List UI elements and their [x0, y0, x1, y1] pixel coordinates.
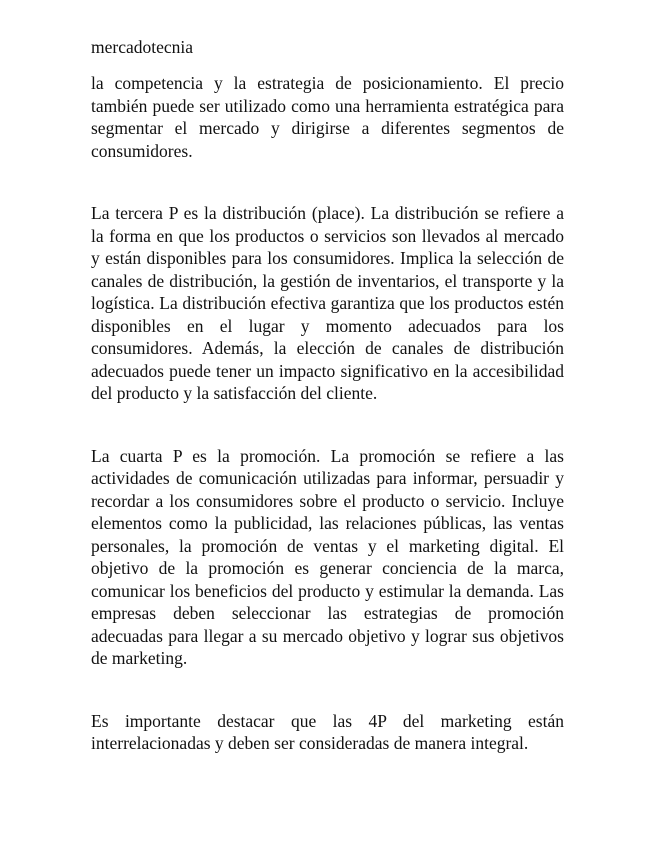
document-page — [91, 36, 564, 755]
paragraph-distribution: La tercera P es la distribución (place). La distribución se refiere a la forma en que los productos o servicios son llevados al mercado y están disponibles para los consumidores. Implica la selección de canales de distribución, la gestión de inventarios, el transporte y la logística. La distribución efectiva garantiza que los productos estén disponibles en el lugar y momento adecuados para los consumidores. Además, la elección de canales de distribución adecuados puede tener un impacto significativo en la accesibilidad del producto y la satisfacción del cliente. — [91, 203, 564, 403]
running-header: mercadotecnia — [91, 37, 194, 57]
paragraph-promotion: La cuarta P es la promoción. La promoción se refiere a las actividades de comunicación utilizadas para informar, persuadir y recordar a los consumidores sobre el producto o servicio. Incluye elementos como la publicidad, las relaciones públicas, las ventas personales, la promoción de ventas y el marketing digital. El objetivo de la promoción es generar conciencia de la marca, comunicar los beneficios del producto y estimular la demanda. Las empresas deben seleccionar las estrategias de promoción adecuadas para llegar a su mercado objetivo y lograr sus objetivos de marketing. — [91, 445, 564, 668]
paragraph-price-continuation: la competencia y la estrategia de posicionamiento. El precio también puede ser utilizado como una herramienta estratégica para segmentar el mercado y dirigirse a diferentes segmentos de consumidores. — [91, 73, 564, 161]
paragraph-4p-integration: Es importante destacar que las 4P del marketing están interrelacionadas y deben ser consideradas de manera integral. — [91, 710, 564, 753]
